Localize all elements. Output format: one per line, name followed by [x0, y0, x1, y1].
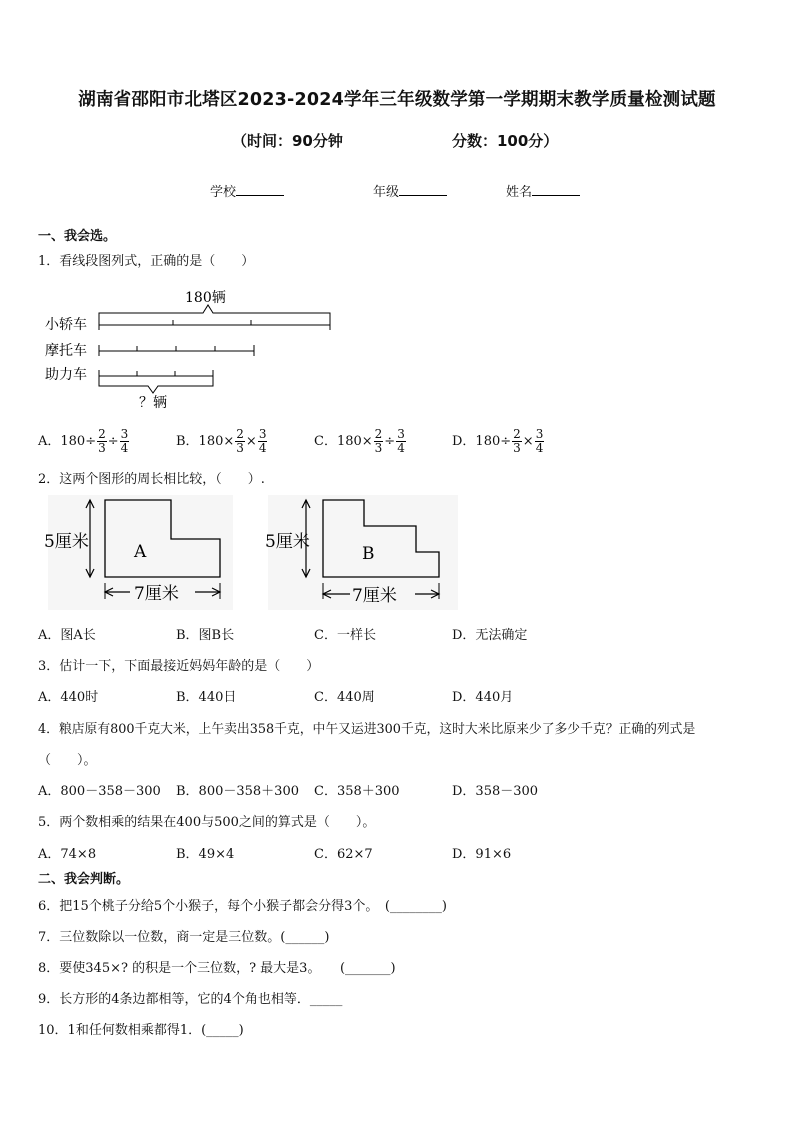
question-6: 6．把15个桃子分给5个小猴子，每个小猴子都会分得3个。 (________) — [38, 899, 447, 914]
q4-option-d[interactable]: D．358－300 — [452, 784, 539, 799]
option-text: C．180× — [314, 434, 373, 449]
fraction: $\frac{2}{3}$ — [236, 427, 244, 455]
figure-a — [38, 495, 238, 610]
operator: ÷ — [107, 434, 119, 449]
figure-b-letter: B — [362, 544, 375, 564]
unknown-brace — [99, 381, 213, 393]
fraction: $\frac{2}{3}$ — [513, 427, 521, 455]
q1-option-b[interactable] — [176, 428, 268, 455]
fraction: $\frac{2}{3}$ — [98, 427, 106, 455]
fraction: $\frac{3}{4}$ — [535, 427, 544, 455]
q2-option-c[interactable]: C．一样长 — [314, 628, 376, 643]
q5-option-b[interactable]: B．49×4 — [176, 847, 235, 862]
question-7: 7．三位数除以一位数，商一定是三位数。(______) — [38, 930, 330, 945]
row-label-motorcycle: 摩托车 — [45, 343, 87, 359]
option-text: A．180÷ — [38, 434, 97, 449]
grade-field — [373, 181, 447, 200]
q1-option-c[interactable] — [314, 428, 407, 455]
operator: ÷ — [384, 434, 396, 449]
question-10: 10．1和任何数相乘都得1．(_____) — [38, 1023, 244, 1038]
question-8: 8．要使345×? 的积是一个三位数，? 最大是3。 (_______) — [38, 961, 396, 976]
school-blank[interactable] — [236, 183, 284, 196]
question-4-line-1: 4．粮店原有800千克大米，上午卖出358千克，中午又运进300千克，这时大米比原来少了多少千克？正确的列式是 — [38, 722, 696, 737]
question-4-line-2: （ ）。 — [38, 753, 97, 768]
q3-option-a[interactable]: A．440时 — [38, 690, 99, 705]
fraction: $\frac{3}{4}$ — [397, 427, 405, 455]
q4-option-b[interactable]: B．800－358＋300 — [176, 784, 299, 799]
figure-a-letter: A — [134, 542, 147, 562]
section-2-heading: 二、我会判断。 — [38, 872, 130, 887]
school-label: 学校 — [210, 185, 237, 200]
grade-blank[interactable] — [399, 183, 447, 196]
option-text: B．180× — [176, 434, 235, 449]
q3-option-c[interactable]: C．440周 — [314, 690, 375, 705]
q2-option-a[interactable]: A．图A长 — [38, 628, 96, 643]
total-label: 180辆 — [185, 290, 226, 306]
q5-option-a[interactable]: A．74×8 — [38, 847, 97, 862]
section-1-heading: 一、我会选。 — [38, 229, 117, 244]
name-blank[interactable] — [532, 183, 580, 196]
operator: × — [522, 434, 534, 449]
q5-option-c[interactable]: C．62×7 — [314, 847, 373, 862]
q1-option-d[interactable] — [452, 428, 545, 455]
school-field — [210, 181, 284, 200]
figure-b — [258, 495, 458, 610]
row-label-moped: 助力车 — [45, 367, 87, 383]
question-3: 3．估计一下，下面最接近妈妈年龄的是（ ） — [38, 659, 320, 674]
q3-option-b[interactable]: B．440日 — [176, 690, 237, 705]
row-label-car: 小轿车 — [45, 317, 87, 333]
question-2: 2．这两个图形的周长相比较，（ ）. — [38, 472, 265, 487]
fraction: $\frac{2}{3}$ — [374, 427, 383, 455]
q4-option-c[interactable]: C．358＋300 — [314, 784, 400, 799]
exam-score: 分数：100分） — [452, 132, 559, 150]
figure-a-width-label: 7厘米 — [134, 584, 179, 604]
figure-a-height-label: 5厘米 — [44, 532, 89, 552]
total-brace — [99, 305, 330, 321]
question-1: 1．看线段图列式，正确的是（ ） — [38, 254, 255, 269]
q2-option-d[interactable]: D．无法确定 — [452, 628, 528, 643]
figure-b-width-label: 7厘米 — [352, 586, 397, 606]
page-title: 湖南省邵阳市北塔区2023-2024学年三年级数学第一学期期末教学质量检测试题 — [78, 90, 716, 110]
option-text: D．180÷ — [452, 434, 512, 449]
q4-option-a[interactable]: A．800－358－300 — [38, 784, 161, 799]
q2-option-b[interactable]: B．图B长 — [176, 628, 235, 643]
exam-time: （时间：90分钟 — [232, 132, 343, 150]
segment-diagram — [38, 283, 348, 413]
operator: × — [245, 434, 257, 449]
figure-b-height-label: 5厘米 — [265, 532, 310, 552]
q1-option-a[interactable] — [38, 428, 130, 455]
unknown-label: ？辆 — [139, 395, 167, 411]
grade-label: 年级 — [373, 185, 400, 200]
q5-option-d[interactable]: D．91×6 — [452, 847, 512, 862]
fraction: $\frac{3}{4}$ — [120, 427, 129, 455]
fraction: $\frac{3}{4}$ — [258, 427, 267, 455]
q3-option-d[interactable]: D．440月 — [452, 690, 514, 705]
name-field — [506, 181, 580, 200]
name-label: 姓名 — [506, 185, 533, 200]
question-9: 9．长方形的4条边都相等，它的4个角也相等．_____ — [38, 992, 343, 1007]
question-5: 5．两个数相乘的结果在400与500之间的算式是（ ）。 — [38, 815, 376, 830]
